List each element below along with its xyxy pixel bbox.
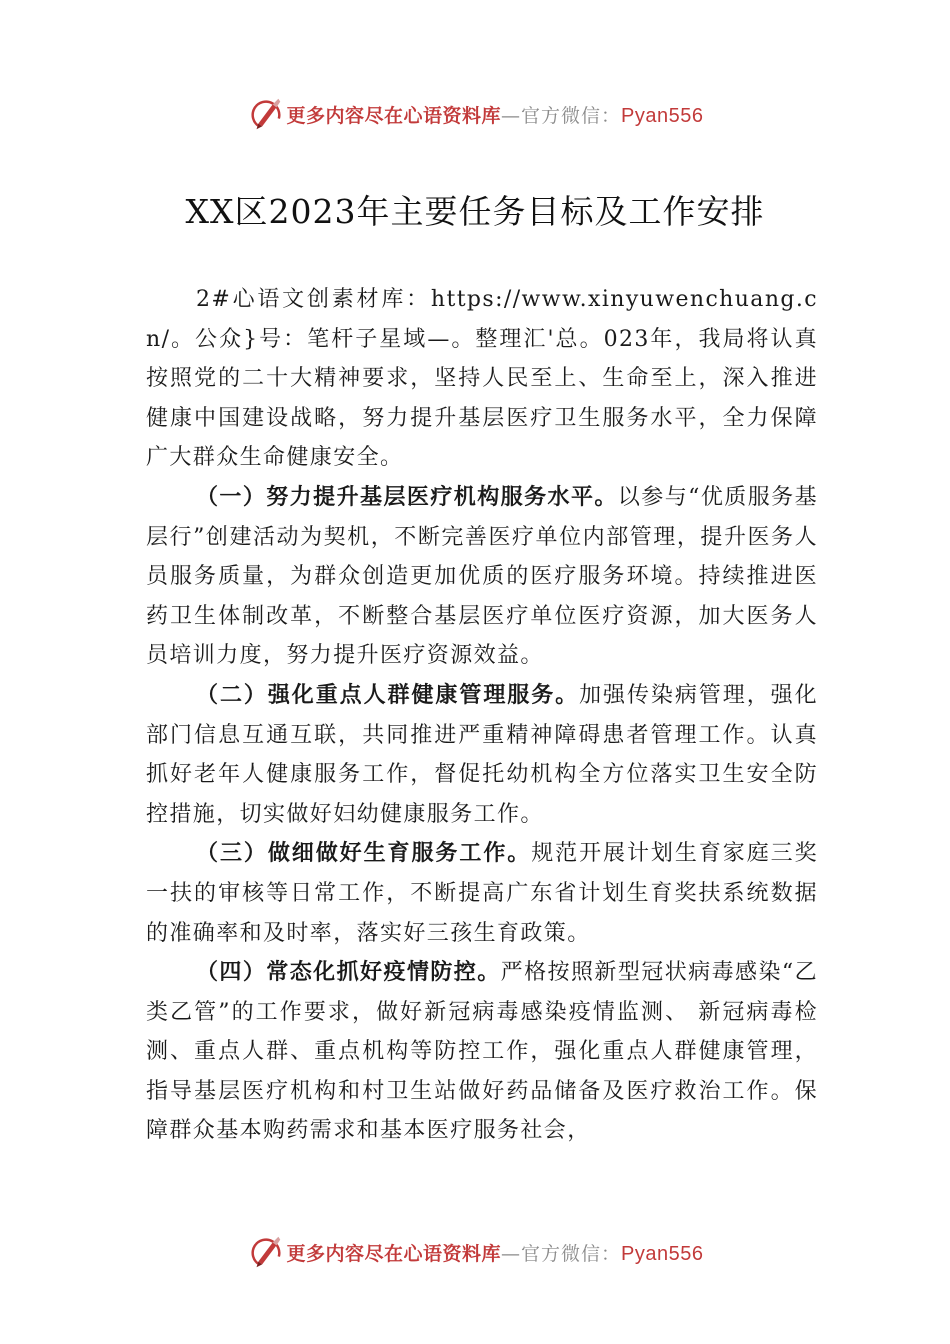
- banner-brand-text: 更多内容尽在心语资料库: [286, 104, 502, 127]
- banner-brand-text: 更多内容尽在心语资料库: [286, 1242, 502, 1265]
- banner-wechat-label: 官方微信：: [521, 1242, 622, 1265]
- bottom-watermark-banner: [0, 1230, 950, 1274]
- section-body-1: 以参与“优质服务基层行”创建活动为契机，不断完善医疗单位内部管理，提升医务人员服务质量，为群众创造更加优质的医疗服务环境。持续推进医药卫生体制改革，不断整合基层医疗单位医疗资源，加大医务人 员培训力度，努力提升医疗资源效益。: [146, 484, 818, 669]
- banner-separator: —: [501, 1242, 522, 1265]
- section-body-3: 规范开展计划生育家庭三奖一扶的审核等日常工作，不断提高广东省计划生育奖扶系统数据的准确率和及时率，落实好三孩生育政策。: [146, 841, 818, 946]
- section-heading-3: （三）做细做好生育服务工作。: [196, 840, 532, 867]
- quill-pen-logo-icon: [247, 95, 285, 133]
- banner-wechat-id: Pyan556: [621, 104, 704, 127]
- banner-wechat-label: 官方微信：: [521, 104, 622, 127]
- section-paragraph-3: [146, 834, 818, 953]
- intro-paragraph: 2#心语文创素材库：https://www.xinyuwenchuang.cn/。公众}号：笔杆子星域—。整理汇'总。023年，我局将认真按照党的二十大精神要求，坚持人民至上、生命至上，深入推进健康中国建设战略，努力提升基层医疗卫生服务水平，全力保障广大群众生命健康安全。: [146, 287, 818, 471]
- banner-separator: —: [501, 104, 522, 127]
- section-body-2: 加强传染病管理，强化部门信息互通互联，共同推进严重精神障碍患者管理工作。认真抓好老年人健康服务工作，督促托幼机构全方位落实卫生安全防控措施，切实做好妇幼健康服务工作。: [146, 682, 818, 827]
- quill-pen-logo-icon: [247, 1233, 285, 1271]
- section-heading-1: （一）努力提升基层医疗机构服务水平。: [196, 483, 618, 510]
- section-paragraph-1: [146, 478, 818, 676]
- section-heading-4: （四）常态化抓好疫情防控。: [196, 959, 501, 986]
- document-body: [146, 280, 818, 1151]
- top-watermark-banner: [0, 92, 950, 136]
- section-paragraph-2: [146, 676, 818, 834]
- section-heading-2: （二）强化重点人群健康管理服务。: [196, 681, 580, 708]
- section-body-4: 严格按照新型冠状病毒感染“乙类乙管”的工作要求，做好新冠病毒感染疫情监测、 新冠病毒检测、重点人群、重点机构等防控工作，强化重点人群健康管理，指导基层医疗机构和村卫生站做好药品储备及医疗救治工作。保障群众基本购药需求和基本医疗服务社会，: [146, 960, 818, 1144]
- section-paragraph-4: [146, 953, 818, 1151]
- document-title: XX区2023年主要任务目标及工作安排: [185, 192, 765, 231]
- banner-wechat-id: Pyan556: [621, 1242, 704, 1265]
